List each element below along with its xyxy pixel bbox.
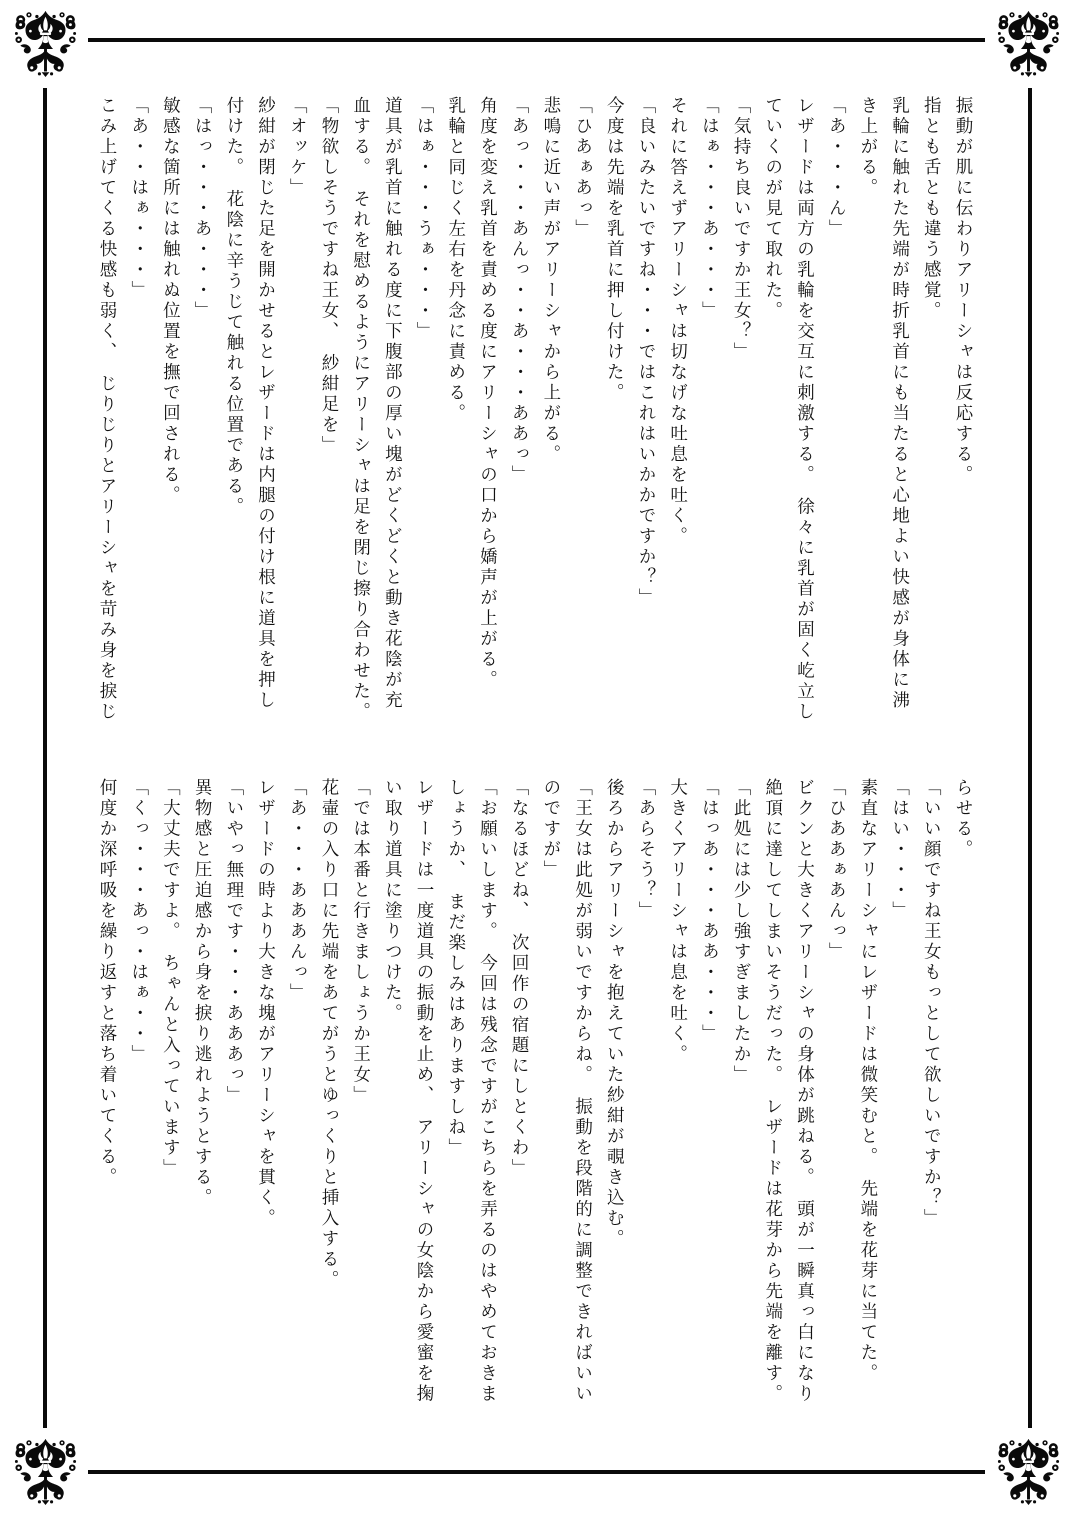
text-line: 「オッケ」 (287, 96, 308, 199)
corner-ornament-bottom-left (12, 1438, 79, 1505)
text-line: 異物感と圧迫感から身を捩り逃れようとする。 (192, 778, 213, 1209)
text-line: 今度は先端を乳首に押し付けた。 (604, 96, 625, 404)
text-line: 「気持ち良いですか王女？」 (731, 96, 752, 363)
text-line: 「はぁ・・・あ・・・」 (699, 96, 720, 322)
text-line: 後ろからアリーシャを抱えていた紗紺が覗き込む。 (604, 778, 625, 1250)
text-line: しょうか、 まだ楽しみはありますしね」 (445, 778, 466, 1159)
text-line: それに答えずアリーシャは切なげな吐息を吐く。 (667, 96, 688, 547)
text-line: 「くっ・・・あっ・はぁ・・」 (128, 778, 149, 1065)
text-line: らせる。 (953, 778, 973, 860)
text-line: 「あらそう？」 (635, 778, 656, 922)
text-line: 「あっ・・・あんっ・・あ・・・ああっ」 (509, 96, 530, 486)
border-rule-left (43, 88, 47, 1428)
text-line: 「なるほどね、 次回作の宿題にしとくわ」 (509, 778, 530, 1180)
fleur-ornament-icon (995, 1438, 1062, 1505)
text-line: こみ上げてくる快感も弱く、 じりじりとアリーシャを苛み身を捩じ (97, 96, 118, 723)
text-line: 「王女は此処が弱いですからね。 振動を段階的に調整できればいい (572, 778, 593, 1405)
text-line: 「はっあ・・・ああ・・・」 (699, 778, 720, 1045)
text-line: 「あ・・・ん」 (826, 96, 847, 240)
text-line: レザードの時より大きな塊がアリーシャを貫く。 (255, 778, 276, 1229)
text-line: い取り道具に塗りつけた。 (382, 778, 403, 1024)
text-line: ていくのが見て取れた。 (762, 96, 783, 322)
text-line: 指とも舌とも違う感覚。 (921, 96, 942, 322)
text-line: 付けた。 花陰に辛うじて触れる位置である。 (223, 96, 244, 518)
text-line: 絶頂に達してしまいそうだった。 レザードは花芽から先端を離す。 (762, 778, 783, 1405)
text-line: 「はい・・・」 (889, 778, 910, 922)
text-line: 「あ・・・あああんっ」 (287, 778, 308, 1004)
text-line: 「ひああぁあんっ」 (826, 778, 847, 963)
text-line: 乳輪と同じく左右を丹念に責める。 (445, 96, 466, 424)
corner-ornament-top-left (12, 10, 79, 77)
text-line: 振動が肌に伝わりアリーシャは反応する。 (953, 96, 973, 486)
text-line: 何度か深呼吸を繰り返すと落ち着いてくる。 (97, 778, 118, 1188)
text-line: 「良いみたいですね・・・ではこれはいかかですか？」 (635, 96, 656, 609)
text-line: 「では本番と行きましょうか王女」 (350, 778, 371, 1106)
text-line: 素直なアリーシャにレザードは微笑むと。 先端を花芽に当てた。 (857, 778, 878, 1385)
text-line: 「いい顔ですね王女もっとして欲しいですか？」 (921, 778, 942, 1229)
text-line: 「お願いします。 今回は残念ですがこちらを弄るのはやめておきま (477, 778, 498, 1405)
border-rule-top (88, 38, 985, 42)
text-line: レザードは両方の乳輪を交互に刺激する。 徐々に乳首が固く屹立し (794, 96, 815, 723)
text-line: 乳輪に触れた先端が時折乳首にも当たると心地よい快感が身体に沸 (889, 96, 910, 711)
bottom-text-block (88, 778, 978, 1430)
border-rule-right (1028, 88, 1032, 1428)
top-text-block (88, 96, 978, 738)
text-line: 血する。 それを慰めるようにアリーシャは足を閉じ擦り合わせた。 (350, 96, 371, 723)
text-line: 「はぁ・・・うぁ・・・」 (414, 96, 435, 342)
text-line: 花壷の入り口に先端をあてがうとゆっくりと挿入する。 (318, 778, 339, 1291)
fleur-ornament-icon (12, 10, 79, 77)
fleur-ornament-icon (995, 10, 1062, 77)
text-line: 敏感な箇所には触れぬ位置を撫で回される。 (160, 96, 181, 506)
text-line: 角度を変え乳首を責める度にアリーシャの口から嬌声が上がる。 (477, 96, 498, 691)
text-line: 大きくアリーシャは息を吐く。 (667, 778, 688, 1065)
text-line: 「ひあぁあっ」 (572, 96, 593, 240)
text-line: 「物欲しそうですね王女、 紗紺足を」 (318, 96, 339, 457)
text-line: 「はっ・・・あ・・・」 (192, 96, 213, 322)
text-line: レザードは一度道具の振動を止め、 アリーシャの女陰から愛蜜を掬 (414, 778, 435, 1405)
text-line: 悲鳴に近い声がアリーシャから上がる。 (540, 96, 561, 465)
text-line: 道具が乳首に触れる度に下腹部の厚い塊がどくどくと動き花陰が充 (382, 96, 403, 711)
fleur-ornament-icon (12, 1438, 79, 1505)
text-line: 「此処には少し強すぎましたか」 (731, 778, 752, 1086)
text-line: 「いやっ無理です・・・あああっ」 (223, 778, 244, 1106)
corner-ornament-top-right (995, 10, 1062, 77)
corner-ornament-bottom-right (995, 1438, 1062, 1505)
text-line: ビクンと大きくアリーシャの身体が跳ねる。 頭が一瞬真っ白になり (794, 778, 815, 1405)
text-line: 「大丈夫ですよ。 ちゃんと入っています」 (160, 778, 181, 1180)
text-line: 「あ・・はぁ・・・」 (128, 96, 149, 301)
border-rule-bottom (88, 1470, 985, 1474)
text-line: 紗紺が閉じた足を開かせるとレザードは内腿の付け根に道具を押し (255, 96, 276, 711)
text-line: き上がる。 (857, 96, 878, 199)
text-line: のですが」 (540, 778, 561, 881)
